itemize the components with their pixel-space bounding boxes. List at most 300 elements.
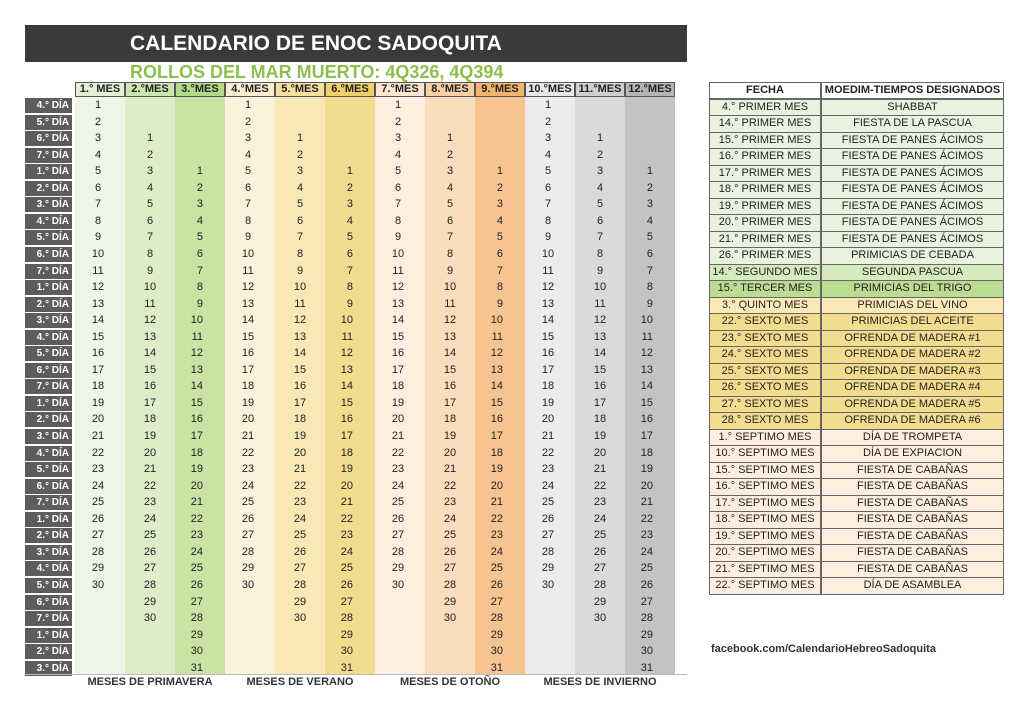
feast-name: FIESTA DE CABAÑAS [821,495,1004,513]
feast-date: 14.° SEGUNDO MES [709,264,821,282]
day-number: 8 [296,247,304,260]
day-number: 27 [541,529,555,542]
day-number: 9 [244,231,252,244]
day-number: 22 [190,512,203,525]
feast-date: 20.° PRIMER MES [709,214,821,232]
day-number: 26 [190,578,203,591]
day-number: 19 [293,430,307,442]
day-number: 6 [446,214,454,227]
day-number: 3 [296,165,304,178]
day-label: 4.° DÍA [25,561,72,576]
day-number: 29 [443,595,457,608]
day-number: 29 [190,628,203,641]
day-number: 10 [490,314,503,327]
day-number: 12 [340,347,353,360]
day-number: 1 [296,132,304,145]
day-number: 12 [293,314,307,327]
day-number: 20 [443,446,457,459]
day-label: 3.° DÍA [25,661,72,676]
day-number: 20 [490,479,503,492]
day-label: 3.° DÍA [25,545,72,560]
day-number: 28 [91,545,105,558]
month-header: 4.°MES [225,82,275,97]
day-number: 6 [146,214,154,227]
day-number: 3 [244,132,252,145]
day-number: 5 [544,165,552,178]
month-header: 10.°MES [525,82,575,97]
day-number: 17 [91,363,105,376]
day-number: 21 [640,496,653,509]
day-number: 3 [346,198,353,211]
day-number: 14 [143,347,157,360]
day-label: 5.° DÍA [25,346,72,361]
day-number: 1 [446,132,454,145]
day-number: 3 [196,198,203,211]
day-number: 28 [490,612,503,625]
month-header: 1.° MES [75,82,125,97]
day-number: 6 [544,181,552,194]
day-number: 19 [91,396,105,409]
day-number: 23 [293,496,307,509]
day-number: 19 [190,463,203,476]
facebook-link[interactable]: facebook.com/CalendarioHebreoSadoquita [711,643,936,655]
day-number: 16 [143,380,157,393]
day-number: 2 [596,148,604,161]
day-number: 18 [443,413,457,426]
month-header: 2.°MES [125,82,175,97]
day-number: 22 [340,512,353,525]
day-number: 21 [391,430,405,442]
feast-date: 24.° SEXTO MES [709,346,821,364]
day-number: 21 [443,463,457,476]
day-label: 2.° DÍA [25,412,72,427]
feast-header: FECHA [709,82,821,99]
day-number: 20 [593,446,607,459]
day-number: 30 [190,645,203,658]
day-number: 19 [443,430,457,442]
day-label: 6.° DÍA [25,247,72,262]
day-label: 5.° DÍA [25,578,72,593]
day-label: 7.° DÍA [25,148,72,163]
day-number: 25 [293,529,307,542]
day-number: 3 [146,165,154,178]
day-number: 23 [541,463,555,476]
day-number: 20 [190,479,203,492]
feast-name: FIESTA DE PANES ÁCIMOS [821,231,1004,249]
day-number: 22 [541,446,555,459]
day-label: 2.° DÍA [25,528,72,543]
day-number: 29 [640,628,653,641]
feast-date: 22.° SEPTIMO MES [709,577,821,595]
day-number: 14 [391,314,405,327]
day-number: 3 [544,132,552,145]
day-number: 26 [640,578,653,591]
season-label: MESES DE PRIMAVERA [87,676,213,688]
day-number: 31 [190,661,203,674]
day-number: 12 [541,281,555,294]
day-number: 15 [143,363,157,376]
day-number: 25 [190,562,203,575]
day-number: 14 [241,314,255,327]
day-number: 21 [541,430,555,442]
day-number: 26 [443,545,457,558]
day-label: 4.° DÍA [25,446,72,461]
day-number: 24 [190,545,203,558]
day-number: 4 [296,181,304,194]
day-number: 15 [490,396,503,409]
day-number: 15 [640,396,653,409]
day-number: 12 [91,281,105,294]
feast-date: 19.° SEPTIMO MES [709,528,821,546]
day-number: 8 [496,281,503,294]
day-number: 25 [91,496,105,509]
day-number: 17 [640,430,653,442]
day-number: 4 [394,148,402,161]
month-header: 12.°MES [625,82,675,97]
day-label: 3.° DÍA [25,429,72,444]
day-label: 7.° DÍA [25,264,72,279]
day-number: 15 [340,396,353,409]
day-number: 11 [641,330,653,343]
day-number: 10 [340,314,353,327]
day-number: 19 [541,396,555,409]
day-number: 4 [596,181,604,194]
feast-name: FIESTA DE CABAÑAS [821,561,1004,579]
day-number: 9 [94,231,102,244]
day-number: 1 [94,99,102,111]
feast-name: PRIMICIAS DEL VINO [821,297,1004,315]
feast-name: OFRENDA DE MADERA #5 [821,396,1004,414]
day-number: 1 [244,99,252,111]
day-number: 14 [293,347,307,360]
day-number: 27 [143,562,157,575]
day-number: 26 [340,578,353,591]
day-label: 5.° DÍA [25,230,72,245]
day-number: 26 [293,545,307,558]
day-number: 29 [91,562,105,575]
day-number: 16 [293,380,307,393]
day-number: 23 [190,529,203,542]
day-number: 11 [242,264,254,277]
day-number: 12 [190,347,203,360]
day-number: 30 [241,578,255,591]
day-number: 7 [544,198,552,211]
day-number: 2 [94,115,102,128]
day-number: 24 [143,512,157,525]
day-number: 20 [143,446,157,459]
day-number: 26 [143,545,157,558]
day-number: 28 [640,612,653,625]
day-number: 4 [646,214,653,227]
feast-name: FIESTA DE CABAÑAS [821,511,1004,529]
day-number: 18 [490,446,503,459]
month-header: 3.°MES [175,82,225,97]
day-number: 19 [241,396,255,409]
feast-date: 22.° SEXTO MES [709,313,821,331]
day-number: 25 [340,562,353,575]
day-number: 9 [496,297,503,310]
day-number: 21 [241,430,255,442]
day-number: 21 [190,496,203,509]
feast-name: OFRENDA DE MADERA #2 [821,346,1004,364]
day-number: 5 [394,165,402,178]
day-number: 25 [241,496,255,509]
day-number: 12 [490,347,503,360]
day-number: 16 [340,413,353,426]
day-number: 28 [293,578,307,591]
day-number: 13 [340,363,353,376]
day-number: 28 [143,578,157,591]
feast-date: 1.° SEPTIMO MES [709,429,821,447]
day-number: 30 [91,578,105,591]
day-number: 9 [394,231,402,244]
day-number: 29 [143,595,157,608]
day-label: 7.° DÍA [25,379,72,394]
day-number: 27 [443,562,457,575]
day-number: 9 [544,231,552,244]
day-number: 15 [293,363,307,376]
feast-name: FIESTA DE CABAÑAS [821,528,1004,546]
feast-name: FIESTA DE CABAÑAS [821,478,1004,496]
day-label: 1.° DÍA [25,280,72,295]
day-number: 27 [391,529,405,542]
day-number: 29 [490,628,503,641]
feast-name: FIESTA DE PANES ÁCIMOS [821,214,1004,232]
day-number: 4 [346,214,353,227]
day-number: 27 [340,595,353,608]
day-number: 9 [646,297,653,310]
day-number: 19 [640,463,653,476]
day-number: 6 [346,247,353,260]
day-number: 30 [293,612,307,625]
day-number: 1 [496,165,503,178]
day-number: 14 [91,314,105,327]
day-number: 26 [490,578,503,591]
day-number: 23 [91,463,105,476]
day-number: 5 [596,198,604,211]
season-label: MESES DE VERANO [246,676,354,688]
day-number: 27 [293,562,307,575]
day-number: 11 [444,297,456,310]
day-number: 18 [640,446,653,459]
day-number: 2 [244,115,252,128]
day-label: 1.° DÍA [25,512,72,527]
day-number: 6 [196,247,203,260]
day-number: 21 [91,430,105,442]
day-number: 27 [593,562,607,575]
day-number: 4 [496,214,503,227]
feast-date: 21.° PRIMER MES [709,231,821,249]
feast-date: 25.° SEXTO MES [709,363,821,381]
day-number: 16 [593,380,607,393]
day-number: 18 [241,380,255,393]
month-header: 6.°MES [325,82,375,97]
day-number: 3 [394,132,402,145]
day-number: 24 [91,479,105,492]
day-number: 28 [443,578,457,591]
day-label: 6.° DÍA [25,131,72,146]
day-number: 22 [490,512,503,525]
day-number: 20 [640,479,653,492]
day-label: 6.° DÍA [25,595,72,610]
day-number: 24 [593,512,607,525]
day-number: 1 [596,132,604,145]
day-number: 23 [490,529,503,542]
day-number: 30 [443,612,457,625]
day-label: 2.° DÍA [25,297,72,312]
day-number: 4 [196,214,203,227]
day-number: 15 [91,330,105,343]
feast-date: 14.° PRIMER MES [709,115,821,133]
feast-name: PRIMICIAS DEL TRIGO [821,280,1004,298]
day-number: 10 [293,281,307,294]
day-number: 26 [391,512,405,525]
day-number: 17 [241,363,255,376]
day-number: 4 [446,181,454,194]
day-number: 27 [490,595,503,608]
day-number: 22 [241,446,255,459]
day-number: 16 [443,380,457,393]
day-number: 10 [143,281,157,294]
feast-date: 17.° PRIMER MES [709,165,821,183]
day-number: 27 [91,529,105,542]
day-number: 4 [244,148,252,161]
day-number: 7 [196,264,203,277]
day-number: 13 [541,297,555,310]
day-number: 24 [640,545,653,558]
day-label: 1.° DÍA [25,164,72,179]
day-number: 4 [94,148,102,161]
day-number: 5 [94,165,102,178]
feast-name: OFRENDA DE MADERA #6 [821,412,1004,430]
day-number: 16 [241,347,255,360]
day-number: 8 [596,247,604,260]
day-number: 23 [593,496,607,509]
day-number: 9 [146,264,154,277]
day-label: 3.° DÍA [25,197,72,212]
day-number: 5 [496,231,503,244]
day-number: 3 [496,198,503,211]
day-number: 17 [143,396,157,409]
day-number: 20 [91,413,105,426]
day-number: 12 [143,314,157,327]
day-number: 22 [143,479,157,492]
day-number: 16 [91,347,105,360]
day-number: 25 [443,529,457,542]
day-number: 11 [542,264,554,277]
day-number: 19 [593,430,607,442]
day-number: 8 [146,247,154,260]
feast-date: 18.° PRIMER MES [709,181,821,199]
day-number: 9 [346,297,353,310]
day-number: 12 [391,281,405,294]
season-label: MESES DE INVIERNO [543,676,657,688]
day-number: 24 [340,545,353,558]
day-number: 16 [190,413,203,426]
day-number: 8 [346,281,353,294]
day-number: 17 [541,363,555,376]
day-number: 22 [640,512,653,525]
day-number: 17 [490,430,503,442]
day-number: 11 [144,297,156,310]
day-number: 13 [293,330,307,343]
day-number: 23 [391,463,405,476]
day-number: 25 [640,562,653,575]
feast-name: SEGUNDA PASCUA [821,264,1004,282]
day-number: 2 [296,148,304,161]
day-label: 1.° DÍA [25,396,72,411]
day-number: 31 [340,661,353,674]
feast-date: 21.° SEPTIMO MES [709,561,821,579]
day-number: 5 [146,198,154,211]
day-number: 24 [541,479,555,492]
day-label: 4.° DÍA [25,98,72,113]
day-number: 10 [541,247,555,260]
day-number: 9 [596,264,604,277]
day-number: 15 [190,396,203,409]
feast-name: FIESTA DE PANES ÁCIMOS [821,165,1004,183]
day-number: 5 [244,165,252,178]
day-number: 21 [490,496,503,509]
day-number: 8 [446,247,454,260]
day-number: 12 [241,281,255,294]
day-number: 10 [241,247,255,260]
day-number: 8 [94,214,102,227]
day-number: 27 [190,595,203,608]
day-number: 22 [443,479,457,492]
day-number: 26 [541,512,555,525]
day-number: 6 [94,181,102,194]
day-number: 3 [446,165,454,178]
day-number: 22 [91,446,105,459]
day-label: 4.° DÍA [25,330,72,345]
day-number: 24 [490,545,503,558]
day-number: 14 [593,347,607,360]
day-number: 18 [593,413,607,426]
day-number: 7 [496,264,503,277]
day-number: 17 [190,430,203,442]
day-number: 27 [640,595,653,608]
day-number: 30 [340,645,353,658]
day-number: 29 [293,595,307,608]
day-number: 25 [143,529,157,542]
month-header: 5.°MES [275,82,325,97]
day-number: 20 [241,413,255,426]
day-number: 1 [394,99,402,111]
day-number: 22 [593,479,607,492]
feast-name: OFRENDA DE MADERA #3 [821,363,1004,381]
day-number: 11 [191,330,203,343]
day-number: 7 [446,231,454,244]
day-number: 15 [593,363,607,376]
day-number: 14 [541,314,555,327]
day-number: 7 [244,198,252,211]
day-number: 2 [196,181,203,194]
day-number: 14 [443,347,457,360]
day-number: 1 [646,165,653,178]
day-label: 3.° DÍA [25,313,72,328]
day-number: 25 [541,496,555,509]
day-number: 11 [341,330,353,343]
day-number: 8 [244,214,252,227]
day-number: 12 [593,314,607,327]
feast-name: FIESTA DE PANES ÁCIMOS [821,148,1004,166]
day-number: 10 [443,281,457,294]
day-label: 6.° DÍA [25,479,72,494]
feast-date: 4.° PRIMER MES [709,99,821,117]
day-number: 12 [443,314,457,327]
day-number: 28 [593,578,607,591]
